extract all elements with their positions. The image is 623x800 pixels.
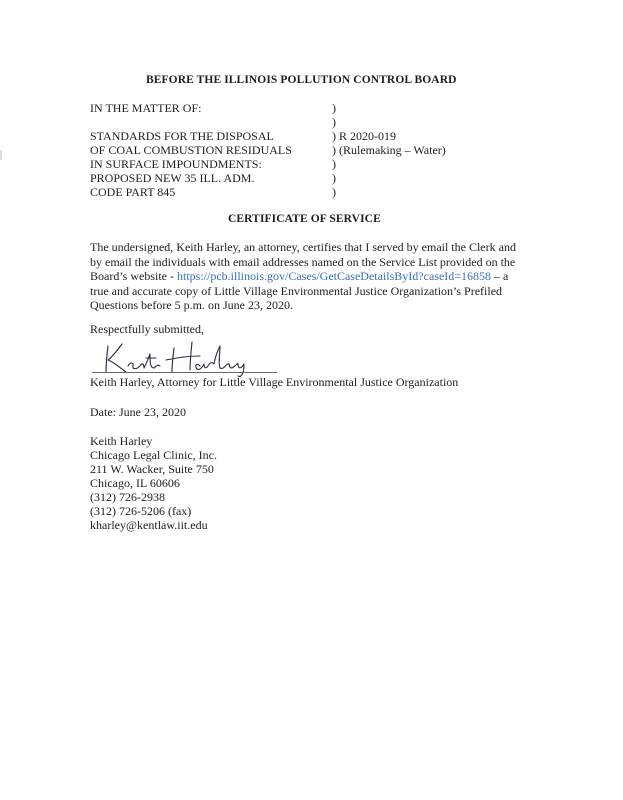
service-list-link[interactable]: https://pcb.illinois.gov/Cases/GetCaseDetailsById?caseId=16858: [176, 269, 492, 283]
signer-line: Keith Harley, Attorney for Little Village Environmental Justice Organization: [90, 375, 459, 389]
contact-name: Keith Harley: [90, 434, 153, 448]
caption-left-line: STANDARDS FOR THE DISPOSAL: [90, 129, 274, 143]
date-line: Date: June 23, 2020: [90, 405, 186, 419]
body-text-before-link: The undersigned, Keith Harley, an attorney, certifies that I served by email the Clerk and by email the individuals with email addresses named on the Service List provided on the Board’s website -: [90, 240, 516, 283]
caption-left-line: OF COAL COMBUSTION RESIDUALS: [90, 143, 292, 157]
caption-right-line: ): [332, 171, 336, 185]
caption-left-line: IN THE MATTER OF:: [90, 101, 202, 115]
caption-right-line: ) (Rulemaking – Water): [332, 143, 446, 157]
caption-right-line: ): [332, 185, 336, 199]
board-heading: BEFORE THE ILLINOIS POLLUTION CONTROL BOARD: [146, 74, 457, 86]
certificate-body: [90, 240, 530, 313]
contact-fax: (312) 726-5206 (fax): [90, 504, 192, 518]
caption-left-line: CODE PART 845: [90, 185, 176, 199]
caption-left-line: PROPOSED NEW 35 ILL. ADM.: [90, 171, 255, 185]
caption-right-line: ) R 2020-019: [332, 129, 396, 143]
scan-edge-mark: [0, 150, 2, 160]
certificate-title: CERTIFICATE OF SERVICE: [228, 213, 381, 225]
contact-city: Chicago, IL 60606: [90, 476, 180, 490]
contact-email[interactable]: kharley@kentlaw.iit.edu: [90, 518, 208, 532]
body-text-after-link: – a true and accurate copy of Little Village Environmental Justice Organization’s Prefiled Questions before 5 p.m. on June 23, 2020.: [90, 269, 509, 312]
caption-right-line: ): [332, 101, 336, 115]
contact-phone: (312) 726-2938: [90, 490, 165, 504]
caption-left-line: IN SURFACE IMPOUNDMENTS:: [90, 157, 262, 171]
signature-line: [92, 372, 277, 373]
closing-text: Respectfully submitted,: [90, 322, 204, 336]
caption-right-line: ): [332, 115, 336, 129]
contact-street: 211 W. Wacker, Suite 750: [90, 462, 214, 476]
caption-right-line: ): [332, 157, 336, 171]
contact-organization: Chicago Legal Clinic, Inc.: [90, 448, 217, 462]
